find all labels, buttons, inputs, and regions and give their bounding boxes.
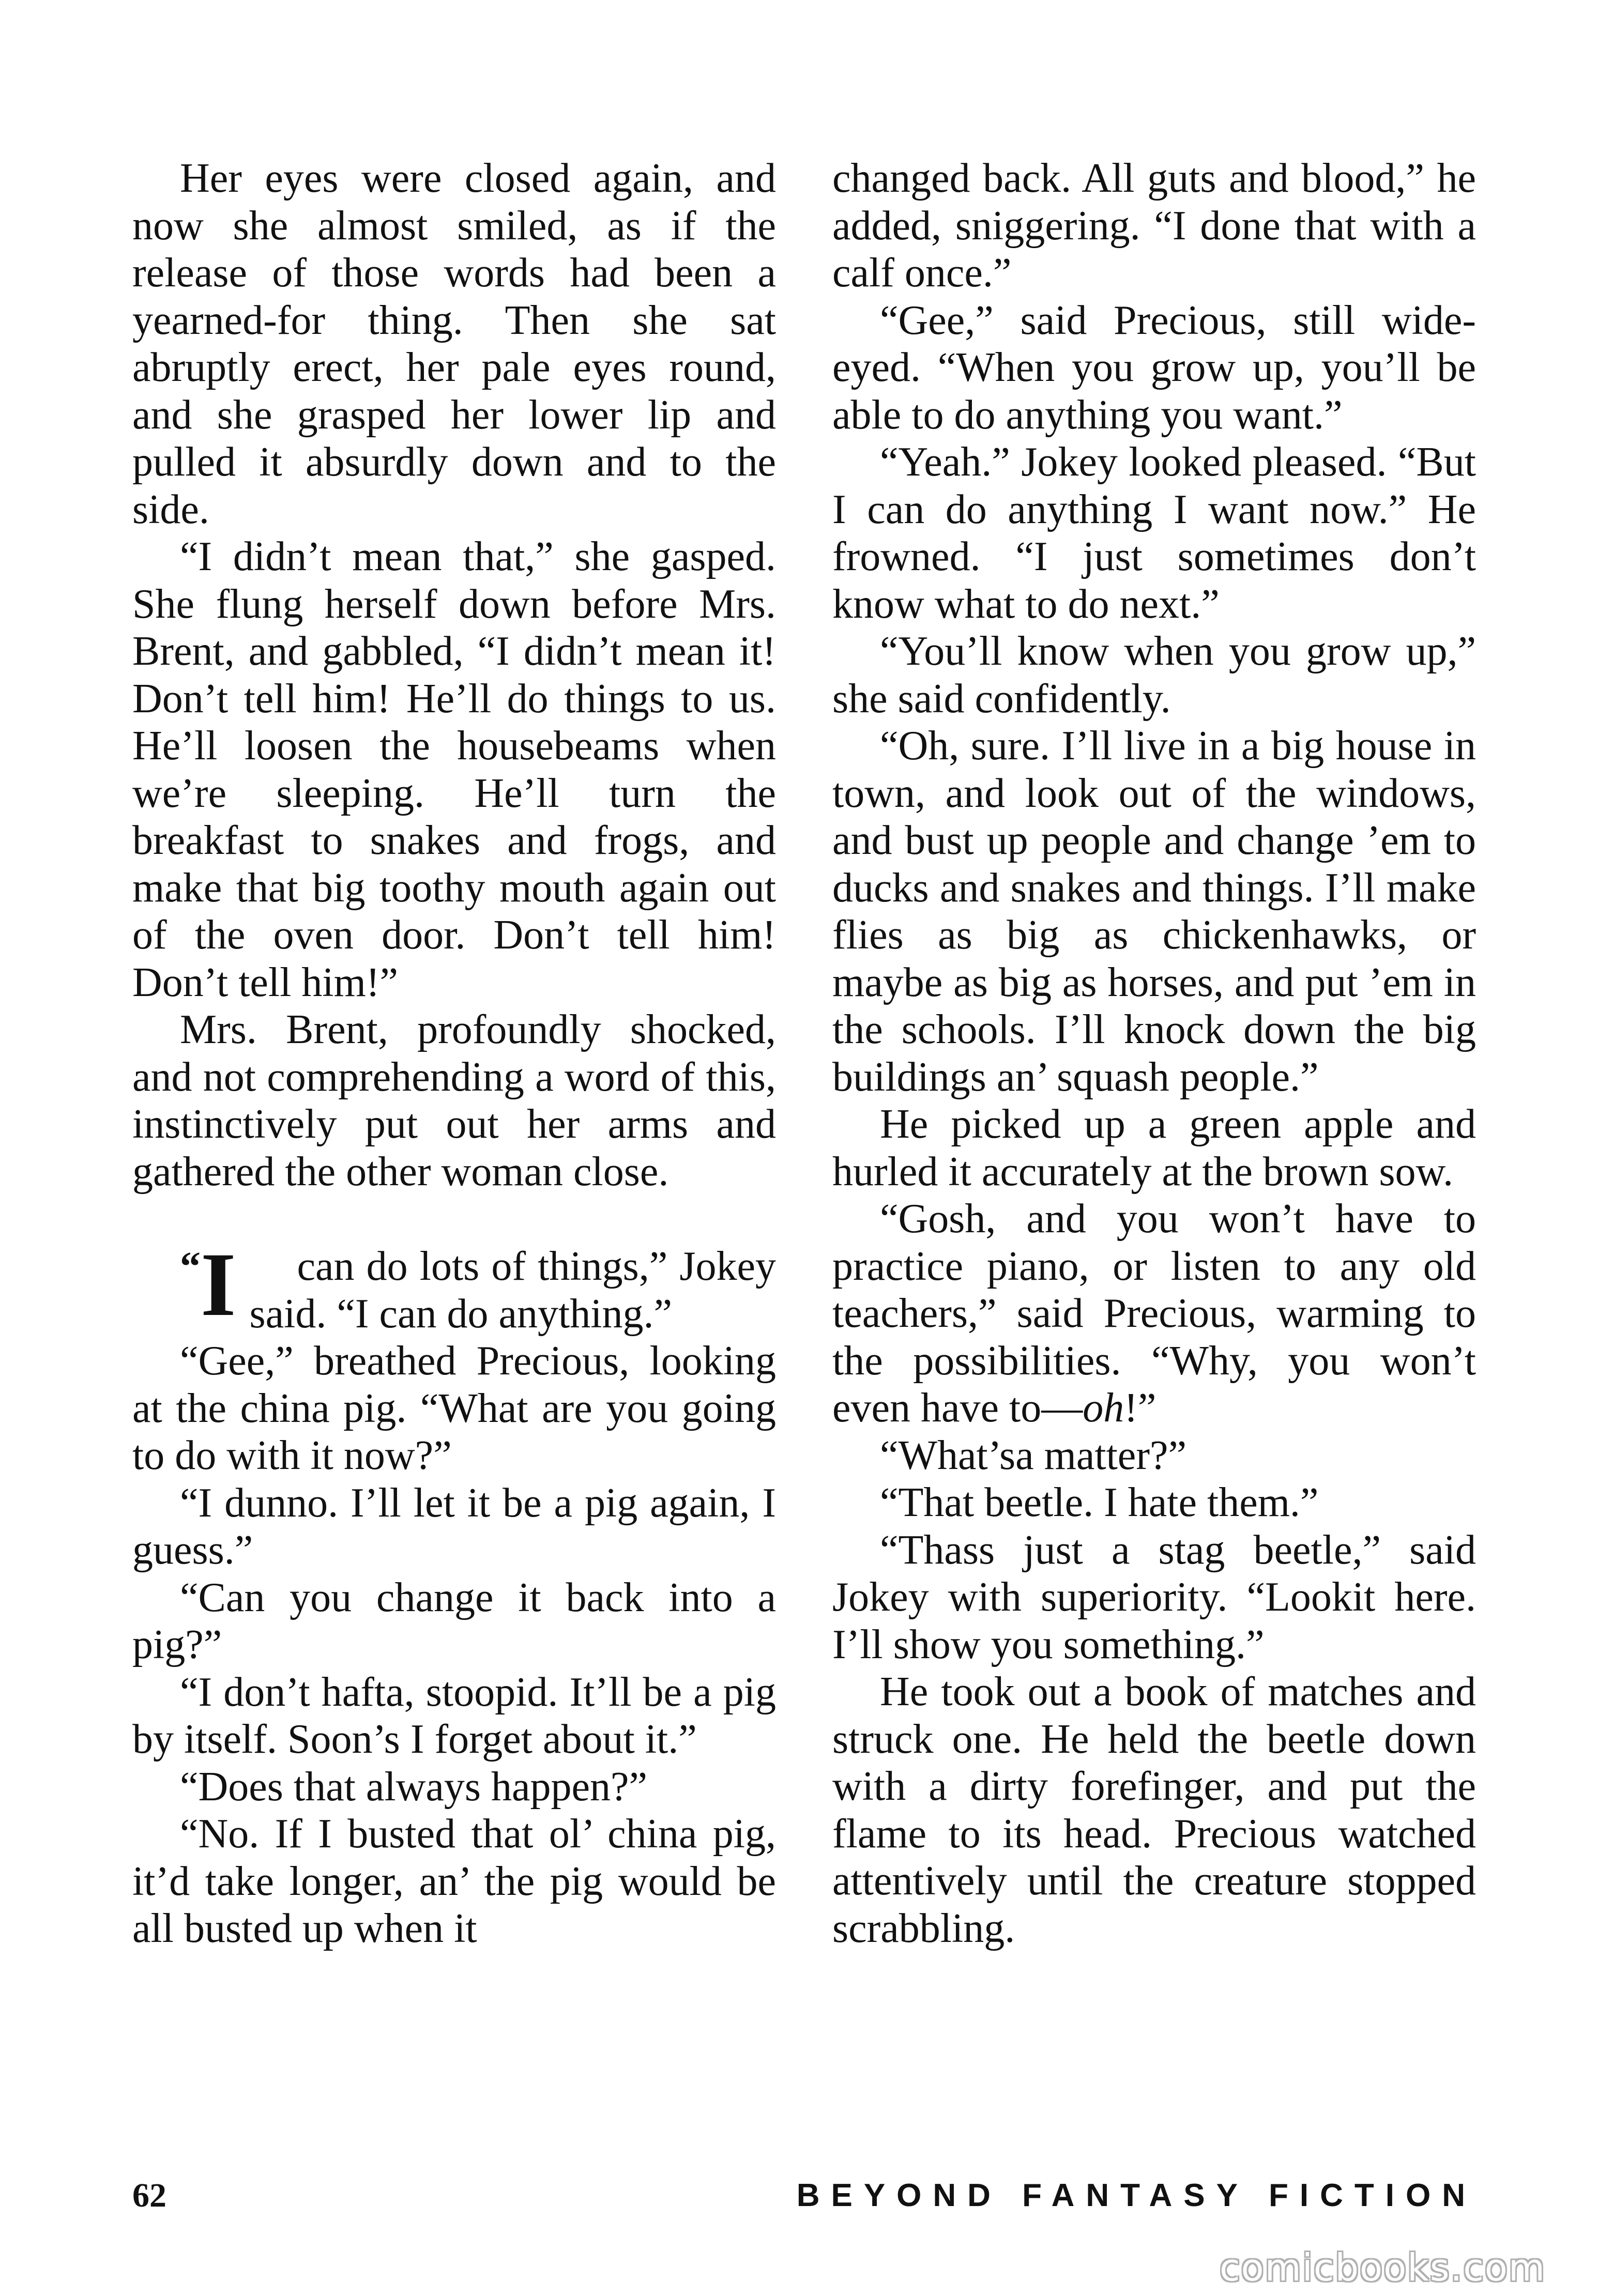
running-title: BEYOND FANTASY FICTION [796, 2178, 1477, 2213]
paragraph: “Does that always happen?” [180, 1764, 648, 1810]
paragraph: “Yeah.” Jokey looked pleased. “But I can do anything I want now.” He frowned. “I just sometimes don’t know what to do next.” [832, 439, 1476, 627]
paragraph: He picked up a green apple and hurled it accurately at the brown sow. [832, 1101, 1476, 1195]
paragraph: “Gosh, and you won’t have to practice piano, or listen to any old teachers,” said Precious, warming to the possibilities. “Why, you won’t even have to—oh!” [832, 1196, 1476, 1431]
paragraph: Mrs. Brent, profoundly shocked, and not comprehending a word of this, instinctively put out her arms and gathered the other woman close. [132, 1007, 776, 1195]
watermark: comicbooks.com [1219, 2246, 1546, 2289]
paragraph: “Gee,” breathed Precious, looking at the china pig. “What are you going to do with it now?” [132, 1338, 776, 1478]
page-footer [132, 2176, 1477, 2228]
paragraph: “Gee,” said Precious, still wide-eyed. “When you grow up, you’ll be able to do anything you want.” [832, 297, 1476, 438]
italic-word: oh [1083, 1385, 1124, 1431]
paragraph: changed back. All guts and blood,” he added, sniggering. “I done that with a calf once.” [832, 156, 1476, 296]
left-text-column [132, 155, 776, 1953]
dropcap-paragraph [132, 1234, 776, 1338]
drop-cap: “I [180, 1234, 236, 1335]
paragraph: “You’ll know when you grow up,” she said confidently. [832, 629, 1476, 722]
paragraph: He took out a book of matches and struck one. He held the beetle down with a dirty forefinger, and put the flame to its head. Precious watched attentively until the creature stopped scrabbling. [832, 1669, 1476, 1951]
paragraph: “What’sa matter?” [880, 1432, 1186, 1478]
paragraph: “That beetle. I hate them.” [880, 1480, 1319, 1525]
paragraph: Her eyes were closed again, and now she almost smiled, as if the release of those words had been a yearned-for thing. Then she sat abruptly erect, her pale eyes round, and she grasped her lower lip and pulled it absurdly down and to the side. [132, 156, 776, 532]
paragraph: “Oh, sure. I’ll live in a big house in town, and look out of the windows, and bust up people and change ’em to ducks and snakes and things. I’ll make flies as big as chickenhawks, or maybe as big as horses, and put ’em in the schools. I’ll knock down the big buildings an’ squash people.” [832, 723, 1476, 1100]
paragraph: “No. If I busted that ol’ china pig, it’d take longer, an’ the pig would be all busted up when it [132, 1811, 776, 1951]
page-number: 62 [132, 2177, 166, 2214]
paragraph: “I dunno. I’ll let it be a pig again, I guess.” [132, 1480, 776, 1573]
paragraph: “Thass just a stag beetle,” said Jokey with superiority. “Lookit here. I’ll show you something.” [832, 1527, 1476, 1667]
paragraph: “I don’t hafta, stoopid. It’ll be a pig by itself. Soon’s I forget about it.” [132, 1669, 776, 1762]
paragraph: “I didn’t mean that,” she gasped. She flung herself down before Mrs. Brent, and gabbled, “I didn’t mean it! Don’t tell him! He’ll do things to us. He’ll loosen the housebeams when we’re sleeping. He’ll turn the breakfast to snakes and frogs, and make that big toothy mouth again out of the oven door. Don’t tell him! Don’t tell him!” [132, 534, 776, 1005]
paragraph: “Can you change it back into a pig?” [132, 1574, 776, 1667]
dropcap-text: can do lots of things,” Jokey said. “I can do anything.” [249, 1244, 776, 1337]
right-text-column [832, 155, 1476, 1952]
